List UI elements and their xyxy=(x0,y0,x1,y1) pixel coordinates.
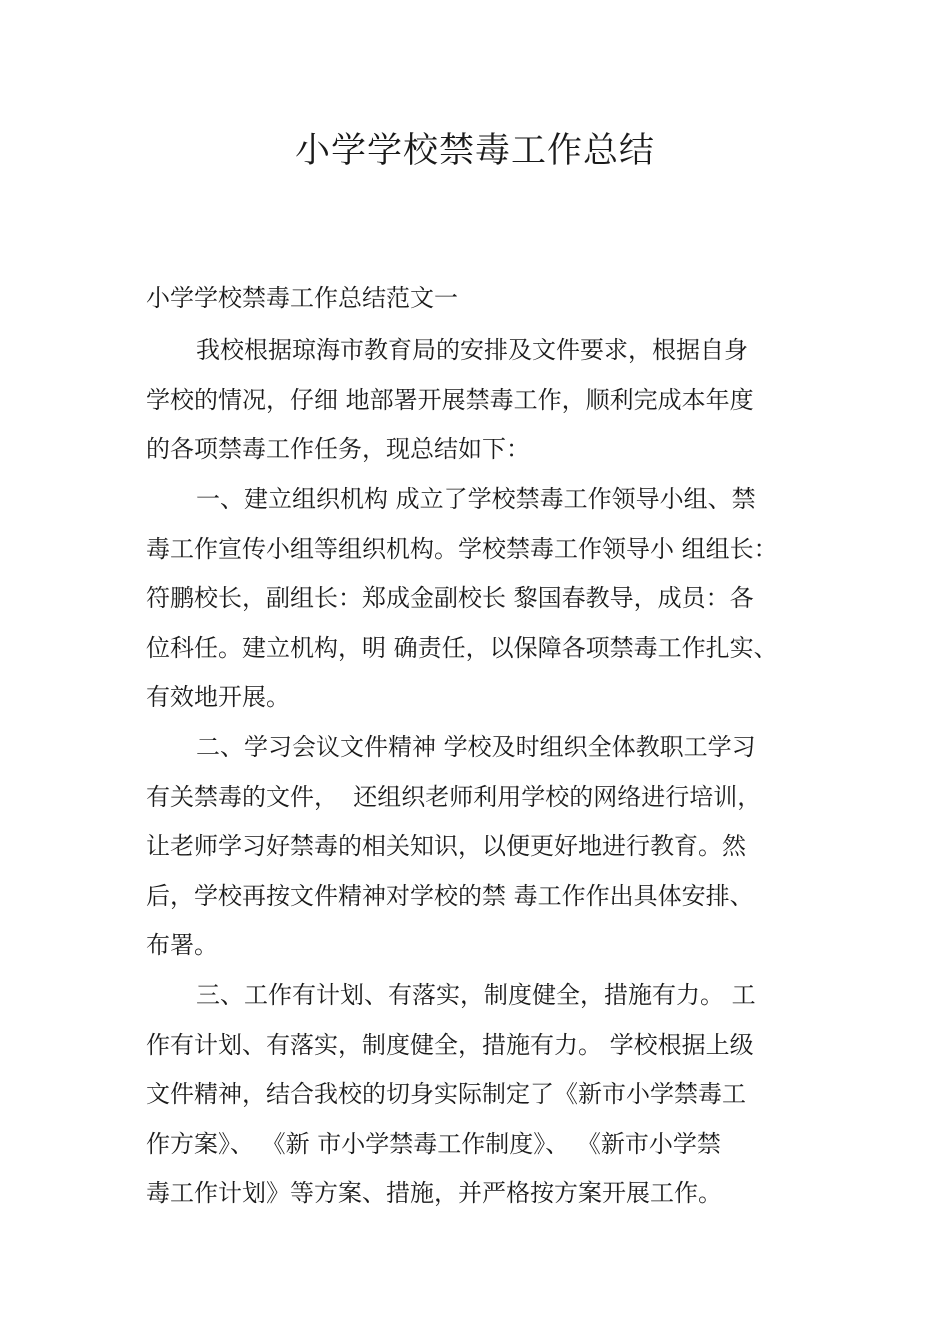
body-line: 有关禁毒的文件， 还组织老师利用学校的网络进行培训， xyxy=(146,783,762,811)
body-line: 文件精神，结合我校的切身实际制定了《新市小学禁毒工 xyxy=(146,1080,746,1108)
body-line: 我校根据琼海市教育局的安排及文件要求，根据自身 xyxy=(196,336,748,364)
body-line: 三、工作有计划、有落实，制度健全，措施有力。 工 xyxy=(196,981,756,1009)
body-line: 毒工作计划》等方案、措施，并严格按方案开展工作。 xyxy=(146,1179,722,1207)
body-line: 符鹏校长，副组长：郑成金副校长 黎国春教导，成员：各 xyxy=(146,584,754,612)
body-line: 一、建立组织机构 成立了学校禁毒工作领导小组、禁 xyxy=(196,485,756,513)
body-line: 毒工作宣传小组等组织机构。学校禁毒工作领导小 组组长： xyxy=(146,535,778,563)
body-line: 二、学习会议文件精神 学校及时组织全体教职工学习 xyxy=(196,733,756,761)
body-line: 位科任。建立机构，明 确责任，以保障各项禁毒工作扎实、 xyxy=(146,634,778,662)
body-line: 有效地开展。 xyxy=(146,683,290,711)
body-line: 作有计划、有落实，制度健全，措施有力。 学校根据上级 xyxy=(146,1031,754,1059)
document-subtitle: 小学学校禁毒工作总结范文一 xyxy=(146,284,458,312)
body-line: 布署。 xyxy=(146,931,218,959)
body-line: 的各项禁毒工作任务，现总结如下： xyxy=(146,435,530,463)
document-title: 小学学校禁毒工作总结 xyxy=(294,131,655,171)
body-line: 后，学校再按文件精神对学校的禁 毒工作作出具体安排、 xyxy=(146,882,754,910)
body-line: 作方案》、 《新 市小学禁毒工作制度》、 《新市小学禁 xyxy=(146,1130,721,1158)
body-line: 学校的情况，仔细 地部署开展禁毒工作，顺利完成本年度 xyxy=(146,386,754,414)
body-line: 让老师学习好禁毒的相关知识，以便更好地进行教育。然 xyxy=(146,832,746,860)
